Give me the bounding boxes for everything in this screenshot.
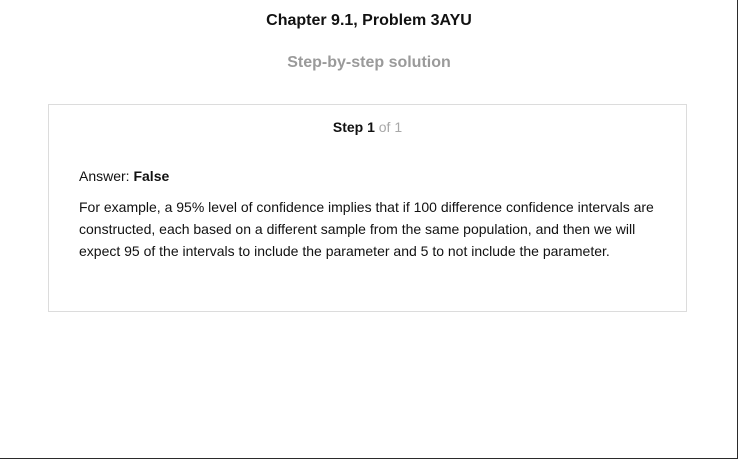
explanation-text: For example, a 95% level of confidence implies that if 100 difference confidence intervals are constructed, each based on a different sample from the same population, and then we will expect 95 of the intervals to include the parameter and 5 to not include the parameter. xyxy=(79,199,654,259)
answer-label: Answer: xyxy=(79,168,130,184)
step-card xyxy=(48,104,687,312)
chapter-title: Chapter 9.1, Problem 3AYU xyxy=(266,12,472,29)
step-total: of 1 xyxy=(378,119,403,135)
answer-line xyxy=(79,168,169,184)
step-header xyxy=(49,119,686,135)
step-label: Step 1 xyxy=(332,119,375,135)
answer-value: False xyxy=(133,168,170,184)
solution-subtitle: Step-by-step solution xyxy=(287,54,451,71)
